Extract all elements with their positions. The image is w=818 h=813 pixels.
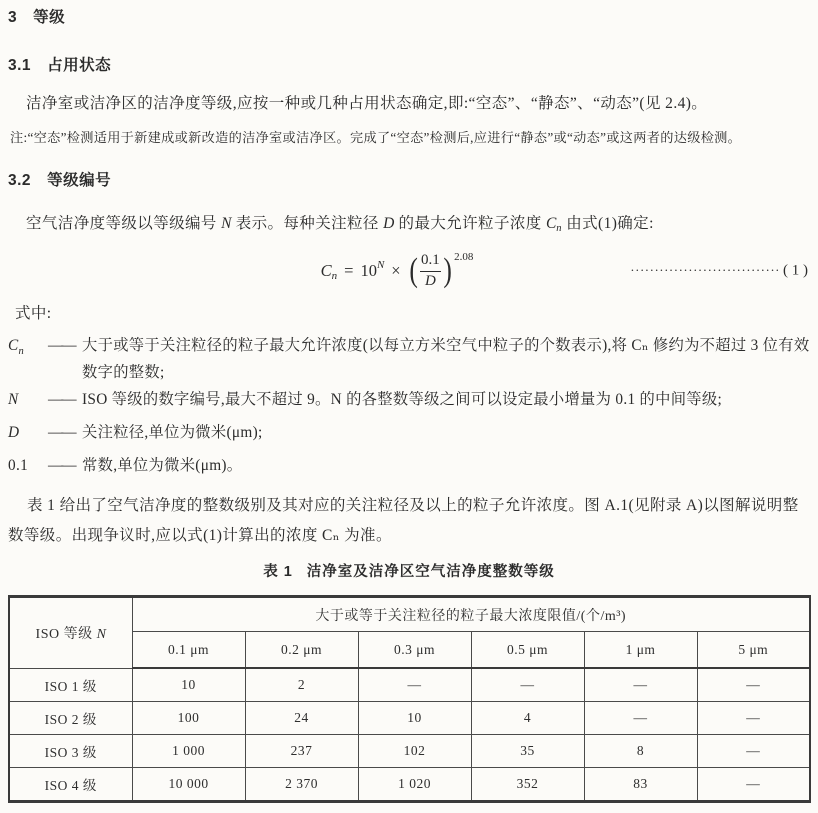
- definition-dash: ——: [48, 424, 75, 442]
- eq-var-C-subscript: n: [331, 270, 338, 282]
- definition-D: [8, 419, 810, 452]
- dot-leader: ·······························: [630, 262, 780, 278]
- definition-description: 大于或等于关注粒径的粒子最大允许浓度(以每立方米空气中粒子的个数表示),将 Cₙ 修约为不超过 3 位有效数字的整数;: [82, 337, 810, 381]
- cell-value: 1 020: [358, 768, 471, 802]
- eq-var-C: C: [320, 261, 332, 280]
- cell-value: —: [584, 668, 697, 702]
- section-3-2-number: 3.2: [8, 172, 32, 189]
- row-label: ISO 2 级: [9, 702, 132, 735]
- cell-value: 102: [358, 735, 471, 768]
- column-header-0-2um: 0.2 μm: [245, 632, 358, 669]
- equals-sign: =: [344, 261, 354, 280]
- cell-value: 10: [358, 702, 471, 735]
- definition-dash: ——: [48, 337, 75, 354]
- cell-value: —: [697, 702, 810, 735]
- section-3-heading: [8, 8, 810, 28]
- section-3-number: 3: [8, 9, 18, 26]
- definition-description: 常数,单位为微米(μm)。: [82, 457, 243, 475]
- eq-exponent-N: N: [376, 259, 385, 271]
- note-label: 注:: [10, 130, 28, 145]
- table-header-row-1: [9, 597, 810, 632]
- class-paragraph-text: 的最大允许粒子浓度: [394, 215, 546, 232]
- table-1-caption-label: 表 1: [263, 564, 293, 581]
- left-paren: (: [409, 252, 418, 289]
- corner-header-iso-class-N: ISO 等级 N: [9, 597, 132, 669]
- column-header-0-5um: 0.5 μm: [471, 632, 584, 669]
- definition-description: 关注粒径,单位为微米(μm);: [82, 424, 263, 442]
- definition-list: [8, 332, 810, 485]
- section-3-1-title: 占用状态: [47, 57, 112, 74]
- note-block: [8, 124, 810, 151]
- row-label: ISO 3 级: [9, 735, 132, 768]
- definition-term: N: [8, 391, 19, 408]
- definition-term: 0.1: [8, 457, 29, 475]
- section-3-1-number: 3.1: [8, 57, 32, 74]
- definition-description: ISO 等级的数字编号,最大不超过 9。N 的各整数等级之间可以设定最小增量为 0.1 的中间等级;: [82, 391, 723, 408]
- definition-dash: ——: [48, 391, 75, 408]
- iso-class-table: [8, 595, 811, 803]
- eq-base-10: 10: [360, 261, 377, 280]
- occupancy-paragraph: 洁净室或洁净区的洁净度等级,应按一种或几种占用状态确定,即:“空态”、“静态”、“动态”(见 2.4)。: [26, 95, 708, 112]
- cell-value: 2: [245, 668, 358, 702]
- table-row-iso-3: [9, 735, 810, 768]
- definition-N: [8, 386, 810, 419]
- fraction: [420, 251, 441, 291]
- cell-value: 4: [471, 702, 584, 735]
- cell-value: —: [584, 702, 697, 735]
- cell-value: 237: [245, 735, 358, 768]
- eq-exponent-2-08: 2.08: [454, 251, 474, 263]
- class-paragraph-text: 空气洁净度等级以等级编号: [26, 215, 222, 232]
- cell-value: 83: [584, 768, 697, 802]
- section-3-title: 等级: [33, 9, 66, 26]
- right-paren: ): [443, 252, 452, 289]
- column-header-0-3um: 0.3 μm: [358, 632, 471, 669]
- definition-term: $C_n$: [8, 337, 25, 358]
- cell-value: 1 000: [132, 735, 245, 768]
- note-text: “空态”检测适用于新建成或新改造的洁净室或洁净区。完成了“空态”检测后,应进行“静态”或“动态”或这两者的达级检测。: [27, 130, 742, 145]
- table-intro-paragraph: 表 1 给出了空气洁净度的整数级别及其对应的关注粒径及以上的粒子允许浓度。图 A.1(见附录 A)以图解说明整数等级。出现争议时,应以式(1)计算出的浓度 Cₙ 为准。: [8, 497, 799, 545]
- fraction-numerator: 0.1: [420, 252, 440, 268]
- class-paragraph-text: 由式(1)确定:: [561, 215, 654, 232]
- column-header-1um: 1 μm: [584, 632, 697, 669]
- cell-value: —: [697, 668, 810, 702]
- var-D: D: [383, 215, 395, 232]
- section-3-2-title: 等级编号: [47, 172, 112, 189]
- section-3-2-heading: [8, 171, 810, 191]
- definition-term: D: [8, 424, 20, 442]
- equation-1: [8, 245, 810, 297]
- row-label: ISO 4 级: [9, 768, 132, 802]
- cell-value: 10: [132, 668, 245, 702]
- table-1-caption: [8, 562, 810, 582]
- table-row-iso-2: [9, 702, 810, 735]
- var-C: C: [545, 215, 557, 232]
- definition-0-1: [8, 452, 810, 485]
- table-row-iso-1: [9, 668, 810, 702]
- cell-value: 35: [471, 735, 584, 768]
- equation-1-expression: [321, 251, 474, 291]
- cell-value: 2 370: [245, 768, 358, 802]
- multiply-sign: ×: [391, 261, 401, 280]
- cell-value: 100: [132, 702, 245, 735]
- cell-value: —: [358, 668, 471, 702]
- var-C-subscript: n: [556, 223, 562, 234]
- fraction-denominator: D: [420, 271, 441, 292]
- column-header-5um: 5 μm: [697, 632, 810, 669]
- cell-value: 24: [245, 702, 358, 735]
- row-label: ISO 1 级: [9, 668, 132, 702]
- definition-dash: ——: [48, 457, 75, 475]
- column-header-0-1um: 0.1 μm: [132, 632, 245, 669]
- cell-value: —: [697, 735, 810, 768]
- section-3-1-heading: [8, 56, 810, 76]
- cell-value: —: [471, 668, 584, 702]
- class-number-paragraph: [8, 213, 810, 240]
- equation-number: ( 1 ): [783, 262, 808, 279]
- var-N: N: [221, 215, 232, 232]
- definition-Cn: [8, 332, 810, 386]
- where-label: 式中:: [15, 305, 52, 322]
- cell-value: 10 000: [132, 768, 245, 802]
- cell-value: 8: [584, 735, 697, 768]
- cell-value: —: [697, 768, 810, 802]
- cell-value: 352: [471, 768, 584, 802]
- equation-leader: [630, 263, 808, 280]
- table-row-iso-4: [9, 768, 810, 802]
- span-header-max-concentration: 大于或等于关注粒径的粒子最大浓度限值/(个/m³): [132, 597, 810, 632]
- class-paragraph-text: 表示。每种关注粒径: [231, 215, 384, 232]
- table-1-caption-text: 洁净室及洁净区空气洁净度整数等级: [306, 564, 555, 581]
